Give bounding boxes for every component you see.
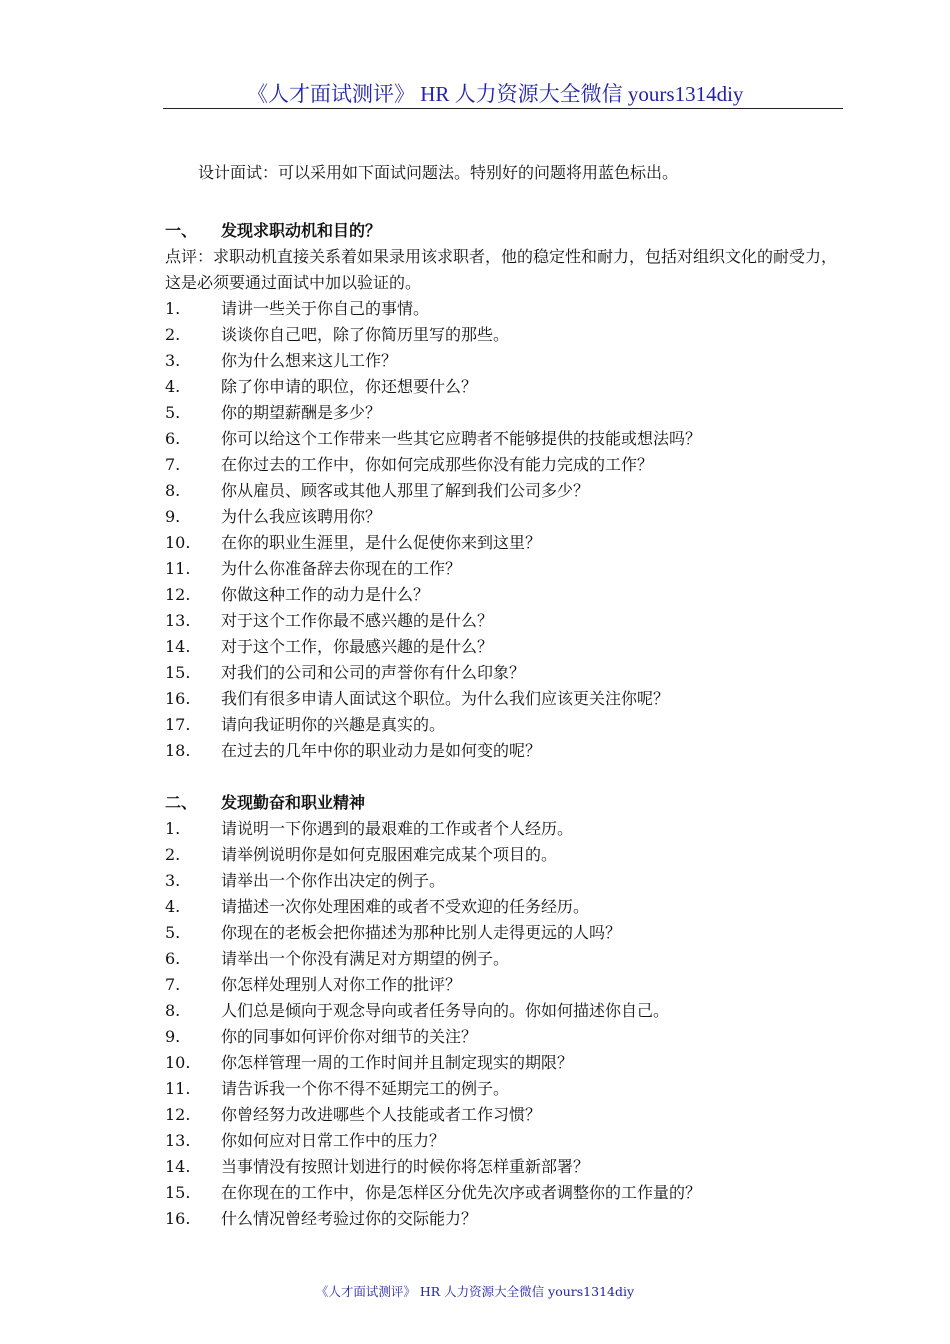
section-1-title (165, 218, 381, 241)
question-item (165, 738, 701, 764)
question-number: 16. (165, 1209, 191, 1228)
question-item (165, 1154, 701, 1180)
section-2-question-list (165, 816, 701, 1232)
question-text: 请说明一下你遇到的最艰难的工作或者个人经历。 (221, 819, 574, 838)
question-number: 16. (165, 689, 191, 708)
question-item (165, 998, 701, 1024)
question-number: 15. (165, 663, 191, 682)
question-number: 15. (165, 1183, 191, 1202)
question-item (165, 1024, 701, 1050)
page-footer: 《人才面试测评》 HR 人力资源大全微信 yours1314diy (315, 1284, 635, 1299)
question-text: 请举例说明你是如何克服困难完成某个项目的。 (221, 845, 558, 864)
question-number: 13. (165, 611, 191, 630)
question-number: 11. (165, 1079, 191, 1098)
question-text: 谈谈你自己吧，除了你简历里写的那些。 (221, 325, 510, 344)
section-number: 二、 (165, 793, 198, 812)
section-title-text: 发现勤奋和职业精神 (221, 793, 366, 812)
question-text: 请举出一个你没有满足对方期望的例子。 (221, 949, 510, 968)
question-text: 在过去的几年中你的职业动力是如何变的呢？ (221, 741, 542, 760)
page-header (163, 78, 843, 109)
question-number: 2. (165, 325, 181, 344)
question-item (165, 478, 701, 504)
question-number: 9. (165, 507, 181, 526)
section-1-question-list (165, 296, 701, 764)
question-number: 4. (165, 377, 181, 396)
question-item (165, 894, 701, 920)
question-item (165, 1050, 701, 1076)
question-text: 为什么我应该聘用你？ (221, 507, 382, 526)
question-number: 5. (165, 923, 181, 942)
question-text: 你可以给这个工作带来一些其它应聘者不能够提供的技能或想法吗？ (221, 429, 702, 448)
question-text: 你怎样管理一周的工作时间并且制定现实的期限？ (221, 1053, 574, 1072)
question-text: 你的期望薪酬是多少？ (221, 403, 382, 422)
question-number: 12. (165, 1105, 191, 1124)
question-number: 11. (165, 559, 191, 578)
question-number: 3. (165, 871, 181, 890)
question-text: 什么情况曾经考验过你的交际能力？ (221, 1209, 478, 1228)
question-item (165, 816, 701, 842)
question-item (165, 1076, 701, 1102)
question-text: 请描述一次你处理困难的或者不受欢迎的任务经历。 (221, 897, 590, 916)
question-item (165, 660, 701, 686)
question-item (165, 582, 701, 608)
question-text: 当事情没有按照计划进行的时候你将怎样重新部署？ (221, 1157, 590, 1176)
question-text: 除了你申请的职位，你还想要什么？ (221, 377, 478, 396)
question-item (165, 426, 701, 452)
question-number: 1. (165, 299, 181, 318)
question-item (165, 322, 701, 348)
question-item (165, 530, 701, 556)
question-item (165, 972, 701, 998)
question-item (165, 842, 701, 868)
question-item (165, 504, 701, 530)
question-number: 6. (165, 949, 181, 968)
question-item (165, 686, 701, 712)
question-number: 10. (165, 1053, 191, 1072)
section-2-title (165, 790, 365, 813)
question-text: 在你过去的工作中，你如何完成那些你没有能力完成的工作？ (221, 455, 654, 474)
question-number: 8. (165, 481, 181, 500)
question-item (165, 400, 701, 426)
question-number: 7. (165, 455, 181, 474)
question-number: 14. (165, 1157, 191, 1176)
question-number: 1. (165, 819, 181, 838)
section-number: 一、 (165, 221, 198, 240)
question-item (165, 946, 701, 972)
question-text: 你的同事如何评价你对细节的关注？ (221, 1027, 478, 1046)
header-title: 《人才面试测评》 HR 人力资源大全微信 yours1314diy (247, 82, 744, 106)
question-number: 8. (165, 1001, 181, 1020)
question-item (165, 1128, 701, 1154)
intro-text: 设计面试：可以采用如下面试问题法。特别好的问题将用蓝色标出。 (198, 163, 679, 182)
question-text: 你做这种工作的动力是什么？ (221, 585, 430, 604)
question-number: 17. (165, 715, 191, 734)
question-text: 为什么你准备辞去你现在的工作？ (221, 559, 462, 578)
question-text: 对我们的公司和公司的声誉你有什么印象？ (221, 663, 526, 682)
question-item (165, 1206, 701, 1232)
question-item (165, 920, 701, 946)
section-1-comment: 点评：求职动机直接关系着如果录用该求职者，他的稳定性和耐力，包括对组织文化的耐受力，这是必须要通过面试中加以验证的。 (165, 247, 838, 292)
question-text: 你为什么想来这儿工作？ (221, 351, 398, 370)
question-item (165, 374, 701, 400)
question-item (165, 348, 701, 374)
question-text: 你怎样处理别人对你工作的批评？ (221, 975, 462, 994)
question-number: 18. (165, 741, 191, 760)
question-text: 请告诉我一个你不得不延期完工的例子。 (221, 1079, 510, 1098)
question-text: 在你现在的工作中，你是怎样区分优先次序或者调整你的工作量的？ (221, 1183, 702, 1202)
question-number: 13. (165, 1131, 191, 1150)
question-number: 4. (165, 897, 181, 916)
question-number: 14. (165, 637, 191, 656)
question-item (165, 556, 701, 582)
question-number: 3. (165, 351, 181, 370)
question-text: 人们总是倾向于观念导向或者任务导向的。你如何描述你自己。 (221, 1001, 670, 1020)
question-item (165, 634, 701, 660)
question-text: 请讲一些关于你自己的事情。 (221, 299, 430, 318)
question-number: 9. (165, 1027, 181, 1046)
question-item (165, 608, 701, 634)
question-text: 在你的职业生涯里，是什么促使你来到这里？ (221, 533, 542, 552)
question-number: 10. (165, 533, 191, 552)
question-text: 你曾经努力改进哪些个人技能或者工作习惯？ (221, 1105, 542, 1124)
question-text: 请向我证明你的兴趣是真实的。 (221, 715, 446, 734)
question-item (165, 296, 701, 322)
section-title-text: 发现求职动机和目的？ (221, 221, 382, 240)
question-item (165, 712, 701, 738)
question-number: 5. (165, 403, 181, 422)
question-text: 请举出一个你作出决定的例子。 (221, 871, 446, 890)
question-number: 12. (165, 585, 191, 604)
question-number: 2. (165, 845, 181, 864)
question-text: 对于这个工作，你最感兴趣的是什么？ (221, 637, 494, 656)
question-item (165, 868, 701, 894)
question-text: 我们有很多申请人面试这个职位。为什么我们应该更关注你呢？ (221, 689, 670, 708)
question-text: 对于这个工作你最不感兴趣的是什么？ (221, 611, 494, 630)
question-number: 6. (165, 429, 181, 448)
question-text: 你现在的老板会把你描述为那种比别人走得更远的人吗？ (221, 923, 622, 942)
question-item (165, 1102, 701, 1128)
question-number: 7. (165, 975, 181, 994)
question-text: 你如何应对日常工作中的压力？ (221, 1131, 446, 1150)
question-item (165, 1180, 701, 1206)
question-item (165, 452, 701, 478)
question-text: 你从雇员、顾客或其他人那里了解到我们公司多少？ (221, 481, 590, 500)
